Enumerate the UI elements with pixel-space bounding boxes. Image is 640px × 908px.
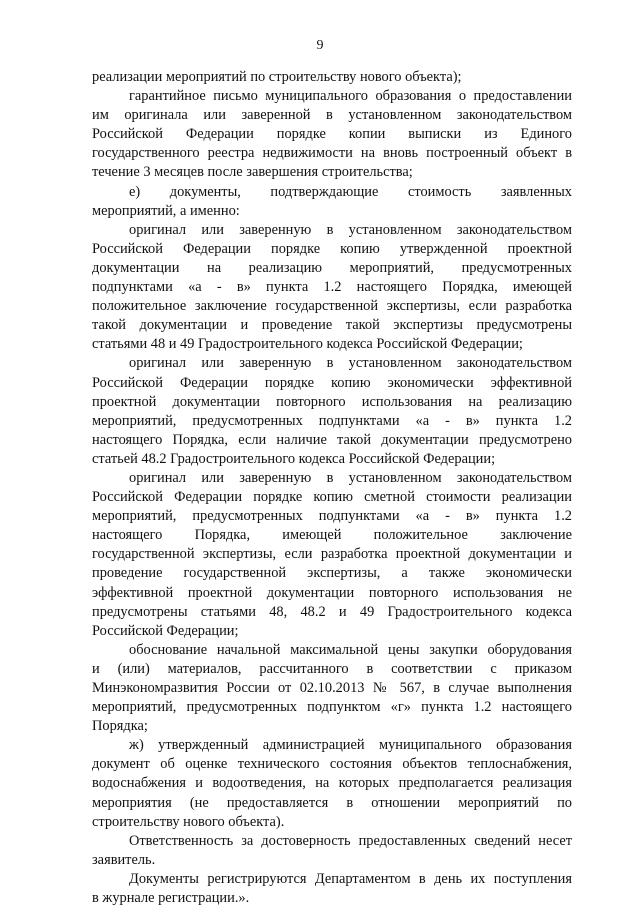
text-line: эффективной проектной документации повторного использования не [92,584,572,601]
text-line: Российской Федерации; [92,622,239,639]
text-line: Минэкономразвития России от 02.10.2013 № 567, в случае выполнения [92,680,572,696]
text-line: мероприятий, а именно: [92,202,240,219]
text-line: Российской Федерации порядке копию сметной стоимости реализации [92,489,572,506]
text-line: строительству нового объекта). [92,813,285,830]
text-line: в журнале регистрации.». [92,890,250,907]
text-line: Российской Федерации порядке копию утвержденной проектной [92,240,572,257]
text-line: оригинал или заверенную в установленном законодательством [129,469,572,486]
text-line: настоящего Порядка, имеющей положительное заключение [92,527,572,544]
text-line: статьей 48.2 Градостроительного кодекса Российской Федерации; [92,450,496,467]
text-line: положительное заключение государственной экспертизы, если разработка [92,298,572,315]
text-line: государственного реестра недвижимости на вновь построенный объект в [92,145,572,162]
text-line: мероприятий, предусмотренных подпунктом «г» пункта 1.2 настоящего [92,699,572,716]
text-line: обоснование начальной максимальной цены закупки оборудования [129,641,572,658]
text-line: государственной экспертизы, если разработка проектной документации и [92,546,572,563]
text-line: Порядка; [92,718,148,735]
text-line: реализации мероприятий по строительству нового объекта); [92,69,462,85]
text-line: мероприятия (не предоставляется в отношении мероприятий по [92,794,572,811]
text-line: ж) утвержденный администрацией муниципального образования [129,737,572,754]
text-line: Документы регистрируются Департаментом в день их поступления [129,870,572,887]
text-line: е) документы, подтверждающие стоимость заявленных [129,183,572,200]
text-line: мероприятий, предусмотренных подпунктами «а - в» пункта 1.2 [92,412,572,429]
text-line: им оригинала или заверенной в установленном законодательством [92,107,572,124]
text-line: Ответственность за достоверность предоставленных сведений несет [129,832,572,849]
page-number: 9 [316,38,324,53]
text-line: документации на реализацию мероприятий, предусмотренных [92,259,572,276]
text-line: статьями 48 и 49 Градостроительного кодекса Российской Федерации; [92,336,523,353]
text-line: водоснабжения и водоотведения, на которых предполагается реализация [92,775,572,792]
text-line: проектной документации повторного использования на реализацию [92,393,572,410]
text-line: предусмотрены статьями 48, 48.2 и 49 Градостроительного кодекса [92,603,572,620]
text-line: такой документации и проведение такой экспертизы предусмотрены [92,317,572,334]
text-line: оригинал или заверенную в установленном законодательством [129,221,572,238]
text-line: проведение государственной экспертизы, а также экономически [92,565,572,582]
text-line: гарантийное письмо муниципального образования о предоставлении [129,88,572,105]
text-line: Российской Федерации порядке копии выписки из Единого [92,126,572,143]
text-line: документ об оценке технического состояния объектов теплоснабжения, [92,756,572,773]
text-line: оригинал или заверенную в установленном законодательством [129,355,572,372]
text-line: течение 3 месяцев после завершения строительства; [92,164,413,181]
text-line: настоящего Порядка, если наличие такой документации предусмотрено [92,431,572,448]
text-line: подпунктами «а - в» пункта 1.2 настоящего Порядка, имеющей [92,279,572,296]
text-line: Российской Федерации порядке копию экономически эффективной [92,374,572,391]
document-body [92,68,572,908]
text-line: заявитель. [92,851,156,868]
text-line: и (или) материалов, рассчитанного в соответствии с приказом [92,660,572,677]
text-line: мероприятий, предусмотренных подпунктами «а - в» пункта 1.2 [92,508,572,525]
